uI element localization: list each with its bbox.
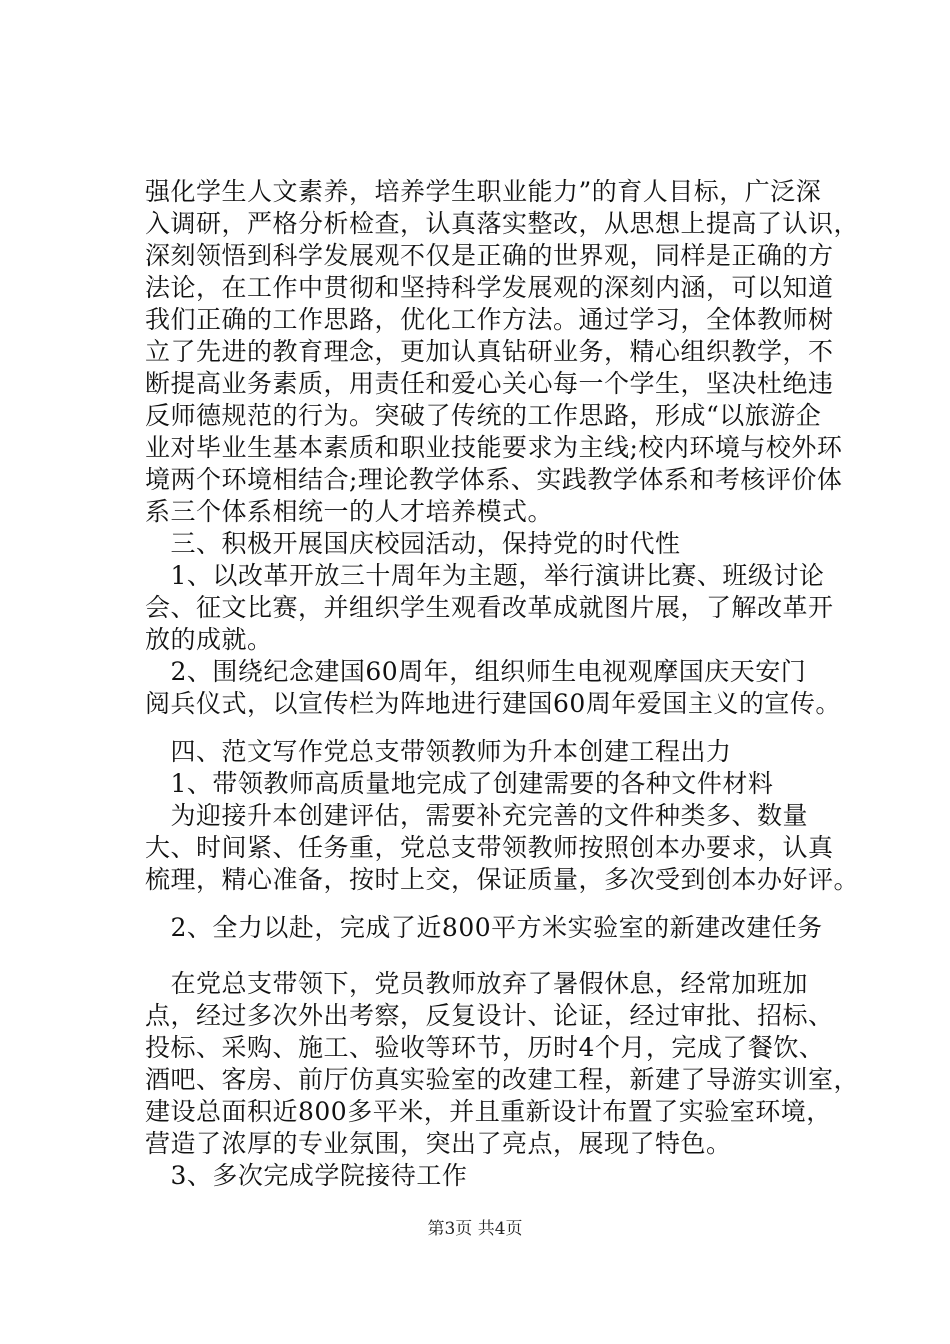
paragraph-line: 入调研，严格分析检查，认真落实整改，从思想上提高了认识， bbox=[145, 209, 860, 238]
paragraph-line: 为迎接升本创建评估，需要补充完善的文件种类多、数量 bbox=[145, 801, 809, 830]
paragraph-line: 1、以改革开放三十周年为主题，举行演讲比赛、班级讨论 bbox=[145, 561, 825, 590]
paragraph-line: 会、征文比赛，并组织学生观看改革成就图片展，了解改革开 bbox=[145, 593, 834, 622]
paragraph-line: 深刻领悟到科学发展观不仅是正确的世界观，同样是正确的方 bbox=[145, 241, 834, 270]
paragraph-line: 境两个环境相结合;理论教学体系、实践教学体系和考核评价体 bbox=[145, 465, 843, 494]
paragraph-line: 断提高业务素质，用责任和爱心关心每一个学生，坚决杜绝违 bbox=[145, 369, 834, 398]
paragraph-line: 酒吧、客房、前厅仿真实验室的改建工程，新建了导游实训室， bbox=[145, 1065, 860, 1094]
paragraph-line: 在党总支带领下，党员教师放弃了暑假休息，经常加班加 bbox=[145, 969, 809, 998]
paragraph-line: 营造了浓厚的专业氛围，突出了亮点，展现了特色。 bbox=[145, 1129, 732, 1158]
paragraph-line: 立了先进的教育理念，更加认真钻研业务，精心组织教学，不 bbox=[145, 337, 834, 366]
subsection-heading: 3、多次完成学院接待工作 bbox=[145, 1161, 468, 1190]
page-number-footer: 第3页 共4页 bbox=[427, 1219, 523, 1239]
paragraph-line: 强化学生人文素养，培养学生职业能力”的育人目标，广泛深 bbox=[145, 177, 822, 206]
paragraph-line: 梳理，精心准备，按时上交，保证质量，多次受到创本办好评。 bbox=[145, 865, 860, 894]
paragraph-line: 投标、采购、施工、验收等环节，历时4个月，完成了餐饮、 bbox=[145, 1033, 825, 1062]
paragraph-line: 法论，在工作中贯彻和坚持科学发展观的深刻内涵，可以知道 bbox=[145, 273, 834, 302]
paragraph-line: 反师德规范的行为。突破了传统的工作思路，形成“以旅游企 bbox=[145, 401, 822, 430]
paragraph-line: 系三个体系相统一的人才培养模式。 bbox=[145, 497, 554, 526]
paragraph-line: 点，经过多次外出考察，反复设计、论证，经过审批、招标、 bbox=[145, 1001, 834, 1030]
paragraph-line: 阅兵仪式，以宣传栏为阵地进行建国60周年爱国主义的宣传。 bbox=[145, 689, 841, 718]
paragraph-line: 放的成就。 bbox=[145, 625, 273, 654]
paragraph-line: 建设总面积近800多平米，并且重新设计布置了实验室环境， bbox=[145, 1097, 832, 1126]
section-heading: 三、积极开展国庆校园活动，保持党的时代性 bbox=[145, 529, 681, 558]
paragraph-line: 我们正确的工作思路，优化工作方法。通过学习，全体教师树 bbox=[145, 305, 834, 334]
subsection-heading: 1、带领教师高质量地完成了创建需要的各种文件材料 bbox=[145, 769, 774, 798]
section-heading: 四、范文写作党总支带领教师为升本创建工程出力 bbox=[145, 737, 732, 766]
subsection-heading: 2、全力以赴，完成了近800平方米实验室的新建改建任务 bbox=[145, 913, 823, 942]
paragraph-line: 业对毕业生基本素质和职业技能要求为主线;校内环境与校外环 bbox=[145, 433, 843, 462]
paragraph-line: 2、围绕纪念建国60周年，组织师生电视观摩国庆天安门 bbox=[145, 657, 807, 686]
paragraph-line: 大、时间紧、任务重，党总支带领教师按照创本办要求，认真 bbox=[145, 833, 834, 862]
